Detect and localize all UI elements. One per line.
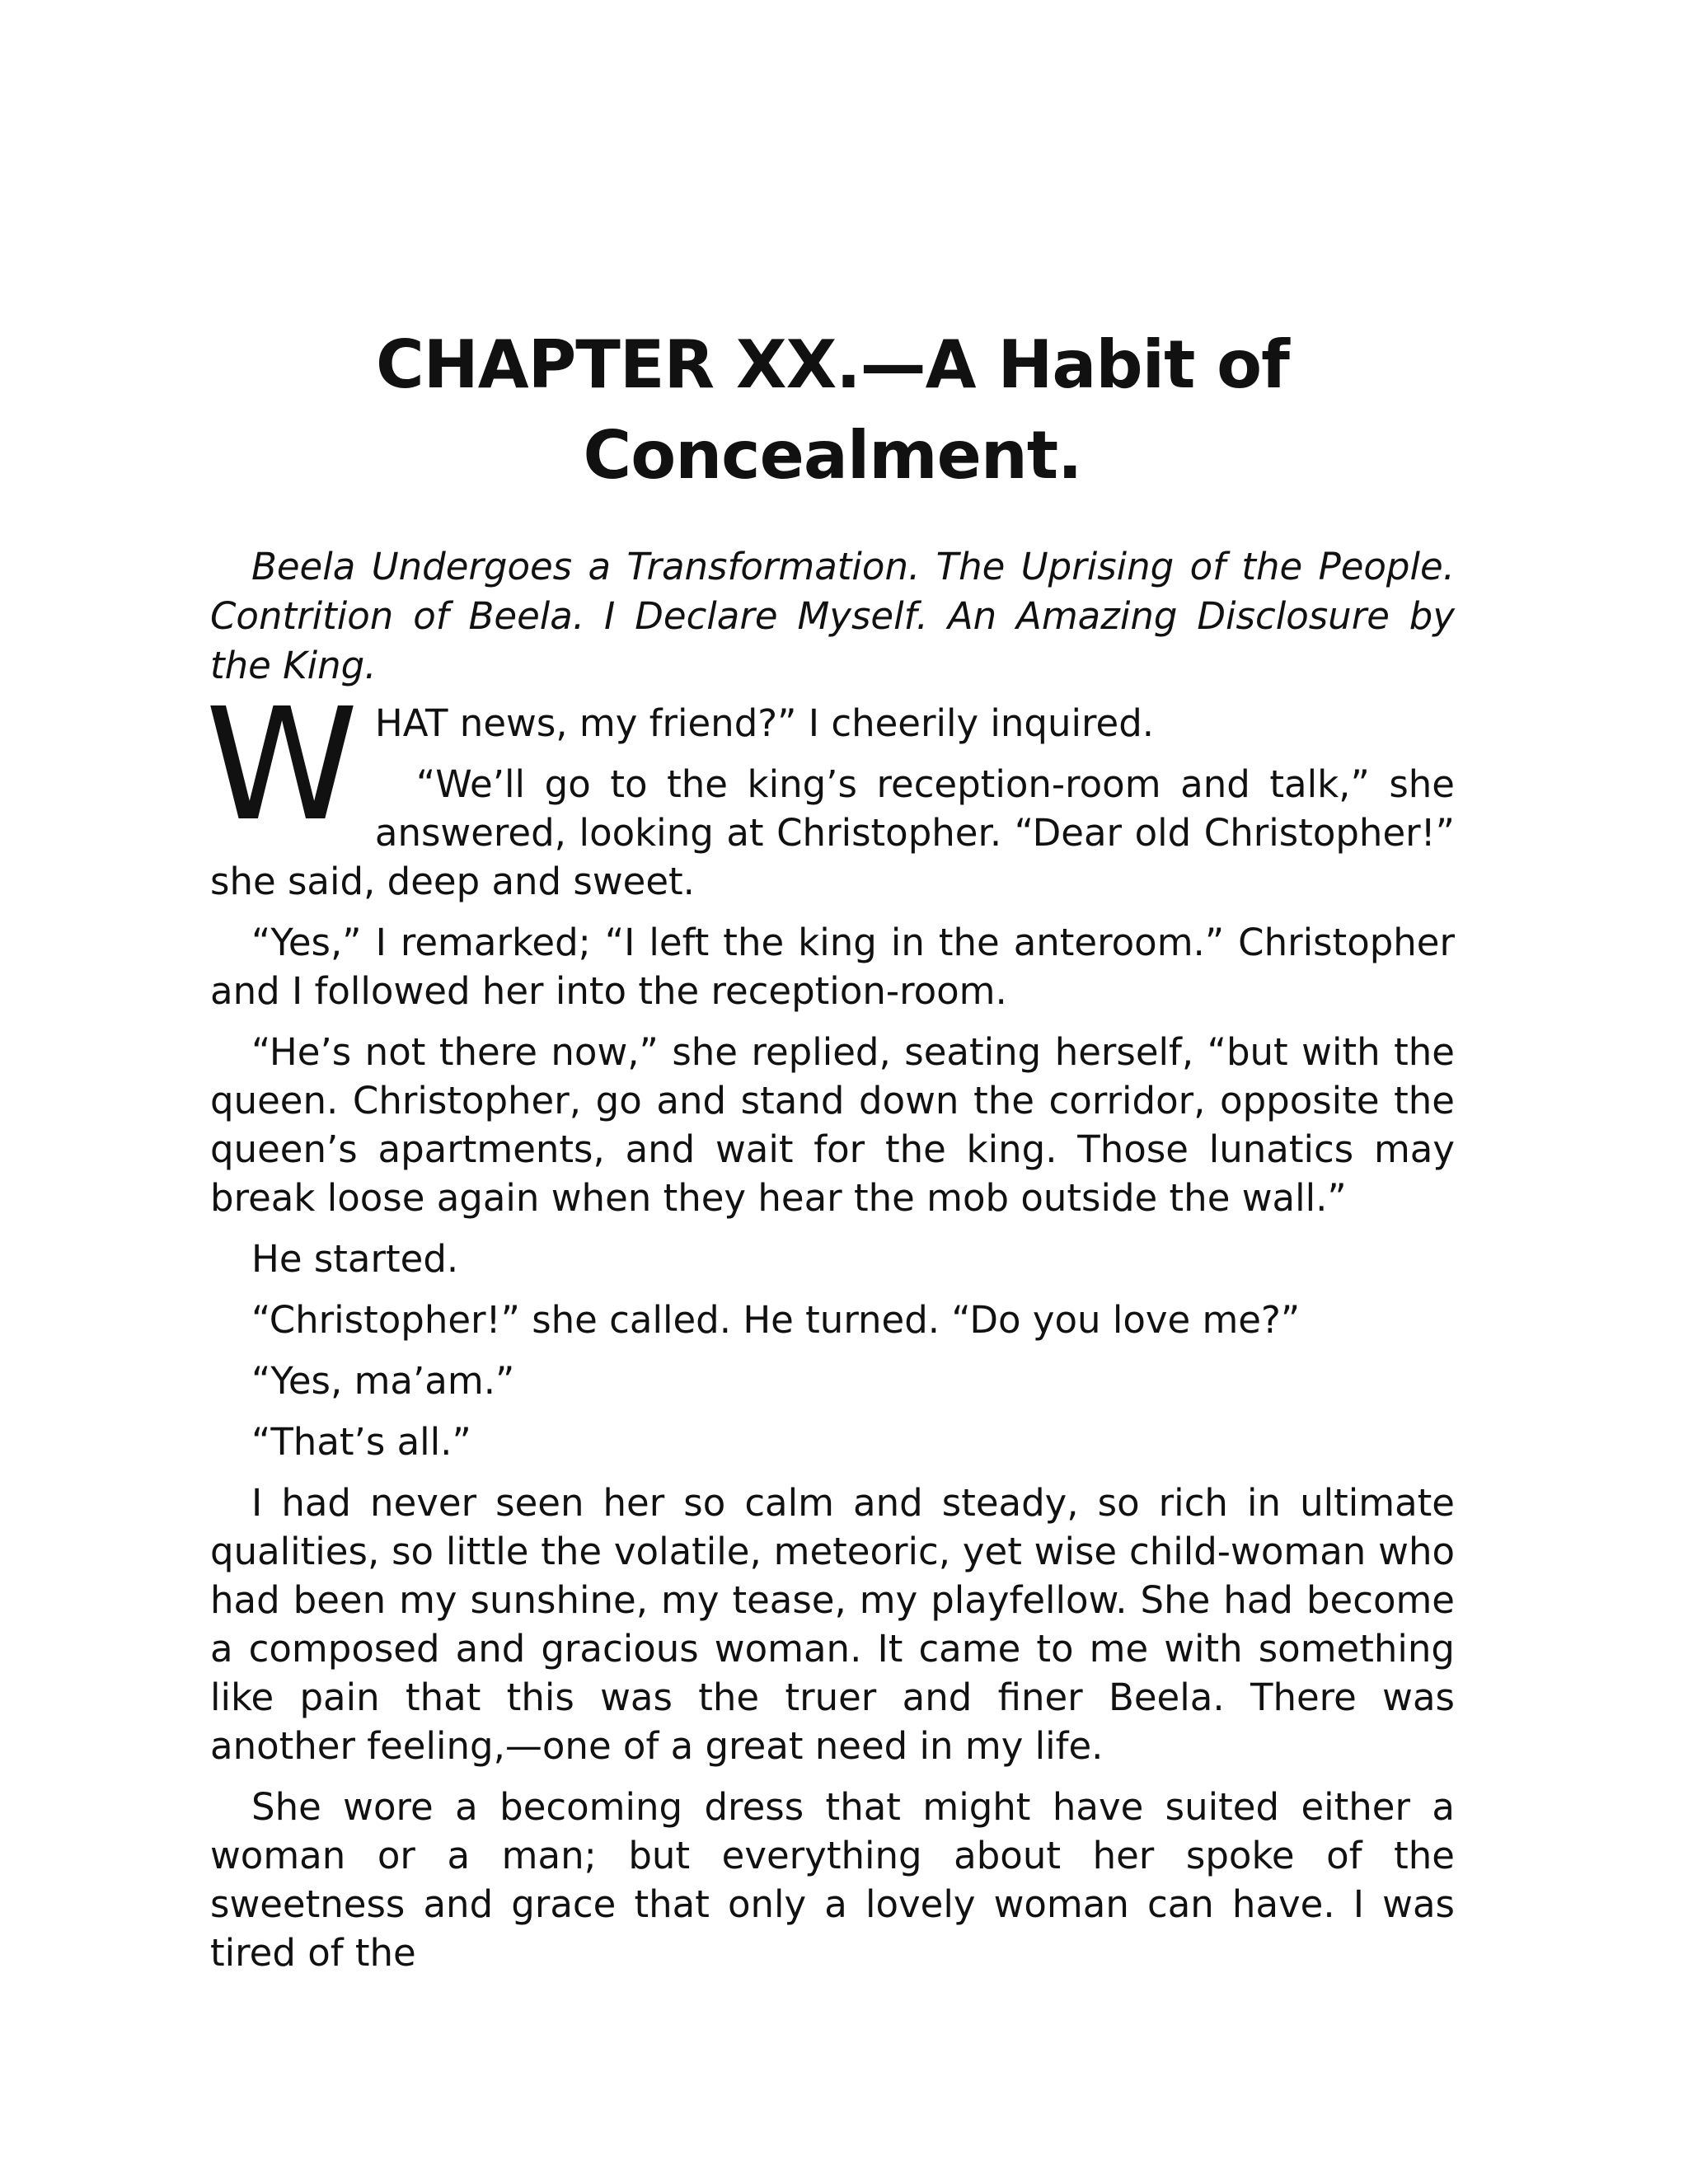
book-page [205, 0, 1455, 2184]
chapter-title: CHAPTER XX.—A Habit of Concealment. [376, 326, 1289, 494]
paragraph: He started. [251, 1237, 459, 1281]
opening-paragraph [205, 675, 1455, 906]
paragraph: “He’s not there now,” she replied, seating herself, “but with the queen. Christopher, go and stand down the corridor, opposite the queen’s apartments, and wait for the king. Those lunatics may break loose again when they hear the mob outside the wall.” [210, 1030, 1455, 1220]
opening-line: HAT news, my friend?” I cheerily inquired. [374, 701, 1155, 745]
paragraph: “Christopher!” she called. He turned. “Do you love me?” [251, 1298, 1301, 1342]
drop-cap: W [205, 675, 359, 855]
paragraph: “Yes, ma’am.” [251, 1359, 515, 1403]
paragraph: “We’ll go to the king’s reception-room and talk,” she answered, looking at Christopher. “Dear old Christopher!” she said, deep and sweet. [210, 762, 1455, 903]
paragraph: “Yes,” I remarked; “I left the king in the anteroom.” Christopher and I followed her into the reception-room. [210, 921, 1455, 1013]
paragraph: She wore a becoming dress that might have suited either a woman or a man; but everything about her spoke of the sweetness and grace that only a lovely woman can have. I was tired of the [210, 1785, 1455, 1975]
chapter-subtitle: Beela Undergoes a Transformation. The Uprising of the People. Contrition of Beela. I Declare Myself. An Amazing Disclosure by the King. [210, 545, 1455, 687]
paragraph: I had never seen her so calm and steady, so rich in ultimate qualities, so little the volatile, meteoric, yet wise child-woman who had been my sunshine, my tease, my playfellow. She had become a composed and gracious woman. It came to me with something like pain that this was the truer and finer Beela. There was another feeling,—one of a great need in my life. [210, 1481, 1455, 1768]
paragraph: “That’s all.” [251, 1420, 471, 1464]
chapter-body [205, 675, 1455, 1990]
